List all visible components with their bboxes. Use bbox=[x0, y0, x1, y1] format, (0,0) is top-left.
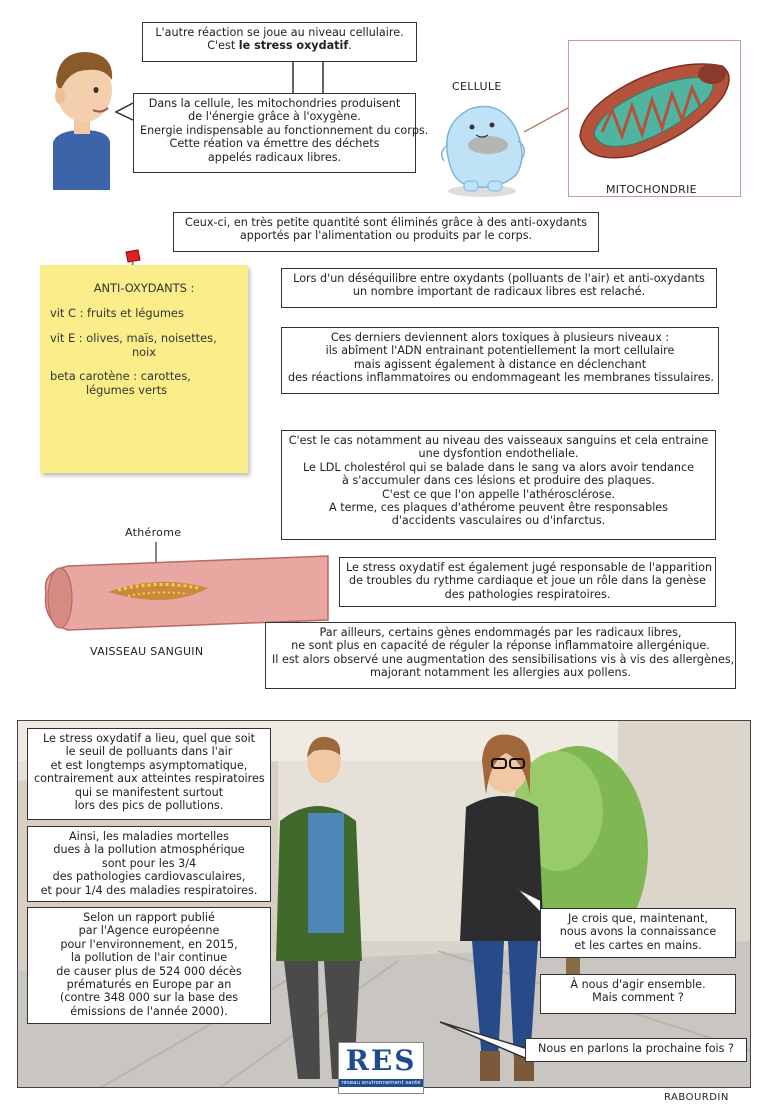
atherome-label: Athérome bbox=[125, 526, 182, 539]
note-vit-e: vit E : olives, maïs, noisettes, bbox=[50, 331, 217, 345]
antioxydants-intro-box: Ceux-ci, en très petite quantité sont éliminés grâce à des anti-oxydants apportés par l'alimentation ou produits par le corps. bbox=[173, 212, 599, 252]
note-beta-carotene: beta carotène : carottes, bbox=[50, 369, 191, 383]
speech-bubble-stress-oxydatif: L'autre réaction se joue au niveau cellulaire. C'est le stress oxydatif. bbox=[142, 22, 417, 62]
speech-bubble-connaissance: Je crois que, maintenant, nous avons la connaissance et les cartes en mains. bbox=[540, 908, 736, 958]
speech-bubble-agir-ensemble: À nous d'agir ensemble. Mais comment ? bbox=[540, 974, 736, 1014]
mitochondria-illustration bbox=[572, 48, 737, 168]
res-logo bbox=[338, 1042, 424, 1094]
panel-text-rapport-agence: Selon un rapport publié par l'Agence européenne pour l'environnement, en 2015, la pollution de l'air continue de causer plus de 524 000 décès prématurés en Europe par an (contre 348 000 sur la base des émissions de l'année 2000). bbox=[27, 907, 271, 1024]
mitochondrie-label: MITOCHONDRIE bbox=[606, 183, 697, 196]
vaisseaux-box: C'est le cas notamment au niveau des vaisseaux sanguins et cela entraine une dysfontion endotheliale. Le LDL cholestérol qui se balade dans le sang va alors avoir tendance à s'accumuler dans ces lésions et produire des plaques. C'est ce que l'on appelle l'athérosclérose. A terme, ces plaques d'athérome peuvent être responsables d'accidents vasculaires ou d'infarctus. bbox=[281, 430, 716, 540]
note-vit-c: vit C : fruits et légumes bbox=[50, 306, 184, 320]
panel-text-maladies-mortelles: Ainsi, les maladies mortelles dues à la pollution atmosphérique sont pour les 3/4 des pathologies cardiovasculaires, et pour 1/4 des maladies respiratoires. bbox=[27, 826, 271, 902]
cellule-label: CELLULE bbox=[452, 80, 502, 93]
speech-bubble-mitochondries: Dans la cellule, les mitochondries produisent de l'énergie grâce à l'oxygène. Energie indispensable au fonctionnement du corps. Cette réation va émettre des déchets appelés radicaux libres. bbox=[133, 93, 416, 173]
antioxydants-sticky-note: ANTI-OXYDANTS : vit C : fruits et légumes vit E : olives, maïs, noisettes, noix beta carotène : carottes, légumes verts bbox=[40, 265, 248, 473]
stress-oxydatif-bold: le stress oxydatif bbox=[238, 39, 349, 53]
toxiques-box: Ces derniers deviennent alors toxiques à plusieurs niveaux : ils abîment l'ADN entrainant potentiellement la mort cellulaire mais agissent également à distance en déclenchant des réactions inflammatoires ou endommageant les membranes tissulaires. bbox=[281, 327, 719, 394]
speech-bubble-prochaine-fois: Nous en parlons la prochaine fois ? bbox=[525, 1038, 747, 1062]
note-title: ANTI-OXYDANTS : bbox=[93, 281, 195, 295]
res-logo-text: RES bbox=[345, 1044, 417, 1077]
genes-box: Par ailleurs, certains gènes endommagés par les radicaux libres, ne sont plus en capacité de réguler la réponse inflammatoire allergénique. Il est alors observé une augmentation des sensibilisations vis à vis des allergènes, majorant notamment les allergies aux pollens. bbox=[265, 622, 736, 689]
res-logo-subtext: réseau environnement santé bbox=[339, 1079, 423, 1087]
panel-text-stress-seuil: Le stress oxydatif a lieu, quel que soit le seuil de polluants dans l'air et est longtemps asymptomatique, contrairement aux atteintes respiratoires qui se manifestent surtout lors des pics de pollutions. bbox=[27, 728, 271, 820]
desequilibre-box: Lors d'un déséquilibre entre oxydants (polluants de l'air) et anti-oxydants un nombre important de radicaux libres est relaché. bbox=[281, 268, 717, 308]
rythme-box: Le stress oxydatif est également jugé responsable de l'apparition de troubles du rythme cardiaque et joue un rôle dans la genèse des pathologies respiratoires. bbox=[339, 557, 716, 607]
author-credit: RABOURDIN bbox=[664, 1092, 729, 1103]
vaisseau-sanguin-label: VAISSEAU SANGUIN bbox=[90, 645, 204, 658]
